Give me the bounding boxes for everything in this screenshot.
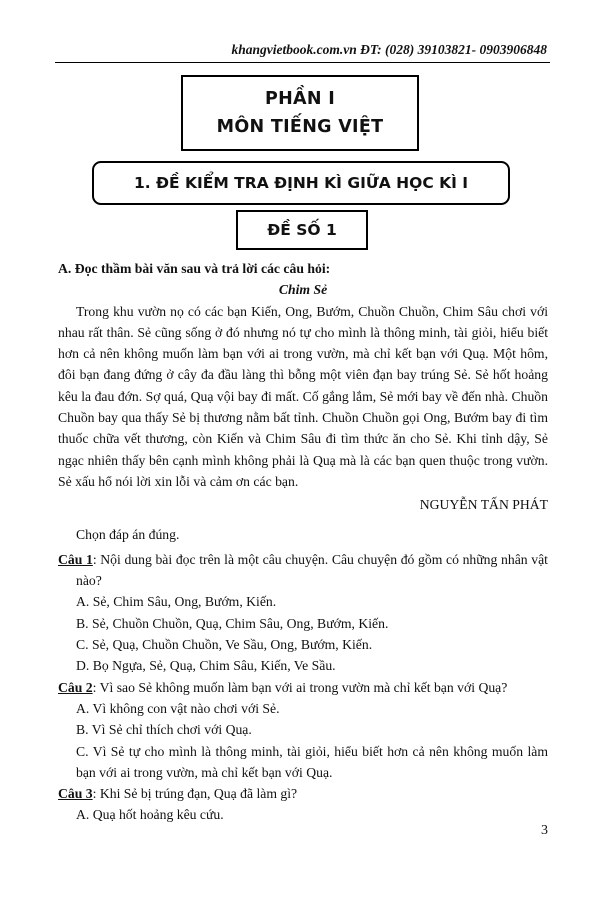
question-3 xyxy=(58,783,548,804)
question-label: Câu 1 xyxy=(58,551,93,567)
answer-option: B. Vì Sẻ chỉ thích chơi với Quạ. xyxy=(76,722,252,738)
question-1 xyxy=(58,549,548,592)
page-header xyxy=(0,40,605,66)
answer-option: D. Bọ Ngựa, Sẻ, Quạ, Chim Sâu, Kiến, Ve Sầu. xyxy=(76,658,336,674)
story-author: NGUYỄN TẤN PHÁT xyxy=(419,497,548,513)
question-text: : Khi Sẻ bị trúng đạn, Quạ đã làm gì? xyxy=(92,786,298,802)
page-number: 3 xyxy=(541,823,548,838)
part-label: PHẦN I xyxy=(264,89,336,109)
answer-option: B. Sẻ, Chuồn Chuồn, Quạ, Chim Sâu, Ong, Bướm, Kiến. xyxy=(76,615,389,631)
exam-number-box: ĐỀ SỐ 1 xyxy=(236,210,368,250)
header-divider xyxy=(55,62,550,63)
answer-option: C. Vì Sẻ tự cho mình là thông minh, tài giỏi, hiểu biết hơn cả nên không muốn làm bạn với ai trong vườn, mà chỉ kết bạn với Quạ. xyxy=(76,743,548,780)
publisher-contact: khangvietbook.com.vn ĐT: (028) 39103821- 0903906848 xyxy=(231,42,547,57)
document-body xyxy=(58,258,548,826)
subject-title: MÔN TIẾNG VIỆT xyxy=(216,117,384,137)
story-paragraph: Trong khu vườn nọ có các bạn Kiến, Ong, Bướm, Chuồn Chuồn, Chim Sâu chơi với nhau rất thân. Sẻ cũng sống ở đó nhưng nó tự cho mình là thông minh, tài giỏi, hiểu biết hơn cả nên không muốn làm bạn với ai trong vườn, mà chỉ kết bạn với Quạ. Một hôm, đôi bạn đang đứng ở cây đa đầu làng thì bỗng một viên đạn bay trúng Sẻ. Sẻ hốt hoảng kêu la đau đớn. Sợ quá, Quạ vội bay đi mất. Cố gắng lắm, Sẻ mới bay về đến nhà. Chuồn Chuồn bay qua thấy Sẻ bị thương nằm bất tỉnh. Chuồn Chuồn gọi Ong, Bướm bay đi tìm thuốc chữa vết thương, còn Kiến và Chim Sâu đi tìm thức ăn cho Sẻ. Khi tỉnh dậy, Sẻ ngạc nhiên thấy bên cạnh mình không phải là Quạ mà là các bạn quen thuộc trong vườn. Sẻ xấu hổ nói lời xin lỗi và cảm ơn các bạn. xyxy=(58,303,548,489)
question-label: Câu 3 xyxy=(58,786,93,802)
answer-option: A. Quạ hốt hoảng kêu cứu. xyxy=(76,807,224,823)
part-title-box xyxy=(181,75,419,151)
answer-option: C. Sẻ, Quạ, Chuồn Chuồn, Ve Sầu, Ong, Bướm, Kiến. xyxy=(76,637,373,653)
answer-option: A. Vì không con vật nào chơi với Sẻ. xyxy=(76,700,280,716)
exam-title-box: 1. ĐỀ KIỂM TRA ĐỊNH KÌ GIỮA HỌC KÌ I xyxy=(92,161,510,205)
question-text: : Vì sao Sẻ không muốn làm bạn với ai trong vườn mà chỉ kết bạn với Quạ? xyxy=(92,679,508,695)
question-label: Câu 2 xyxy=(58,679,93,695)
section-a-heading: A. Đọc thầm bài văn sau và trả lời các câu hỏi: xyxy=(58,261,331,276)
instruction: Chọn đáp án đúng. xyxy=(76,526,180,542)
story-title: Chim Sẻ xyxy=(278,282,328,298)
answer-option: A. Sẻ, Chim Sâu, Ong, Bướm, Kiến. xyxy=(76,594,277,610)
question-text: : Nội dung bài đọc trên là một câu chuyện. Câu chuyện đó gồm có những nhân vật nào? xyxy=(76,551,548,589)
question-2 xyxy=(58,677,548,698)
